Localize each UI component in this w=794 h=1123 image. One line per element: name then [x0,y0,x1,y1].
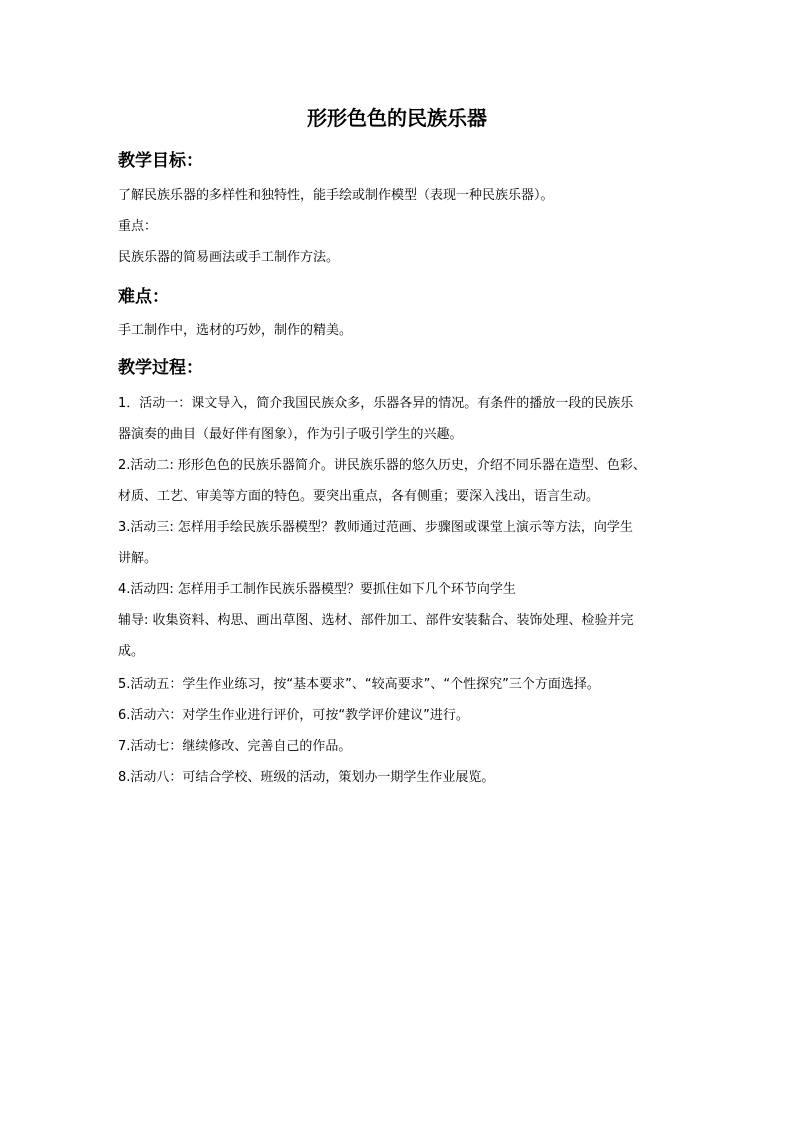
process-line: 8.活动八：可结合学校、班级的活动，策划办一期学生作业展览。 [118,770,495,785]
process-line: 1．活动一：课文导入，简介我国民族众多，乐器各异的情况。有条件的播放一段的民族乐 [118,396,634,411]
key-point-text: 民族乐器的简易画法或手工制作方法。 [118,250,340,265]
process-line: 讲解。 [118,551,158,566]
key-point-label: 重点： [118,219,158,234]
process-line: 4.活动四: 怎样用手工制作民族乐器模型？要抓住如下几个环节向学生 [118,582,516,597]
difficulty-text: 手工制作中，选材的巧妙，制作的精美。 [118,323,353,338]
objectives-heading: 教学目标： [118,151,203,171]
process-line: 5.活动五：学生作业练习，按“基本要求”、“较高要求”、“个性探究”三个方面选择。 [118,677,600,692]
process-line: 辅导: 收集资料、构思、画出草图、选材、部件加工、部件安装黏合、装饰处理、检验并完 [118,613,634,628]
objectives-text: 了解民族乐器的多样性和独特性，能手绘或制作模型（表现一种民族乐器）。 [118,188,554,203]
process-line: 3.活动三: 怎样用手绘民族乐器模型？教师通过范画、步骤图或课堂上演示等方法，向学生 [118,520,633,535]
process-line: 7.活动七：继续修改、完善自己的作品。 [118,739,352,754]
process-line: 2.活动二: 形形色色的民族乐器简介。讲民族乐器的悠久历史，介绍不同乐器在造型、色彩、 [118,458,646,473]
process-heading: 教学过程： [118,358,203,378]
difficulty-heading: 难点： [118,287,169,307]
document-title: 形形色色的民族乐器 [307,106,487,130]
process-line: 成。 [118,644,145,659]
process-line: 器演奏的曲目（最好伴有图象），作为引子吸引学生的兴趣。 [118,427,463,442]
process-line: 材质、工艺、审美等方面的特色。要突出重点，各有侧重；要深入浅出，语言生动。 [118,489,600,504]
process-line: 6.活动六：对学生作业进行评价，可按“教学评价建议”进行。 [118,708,469,723]
